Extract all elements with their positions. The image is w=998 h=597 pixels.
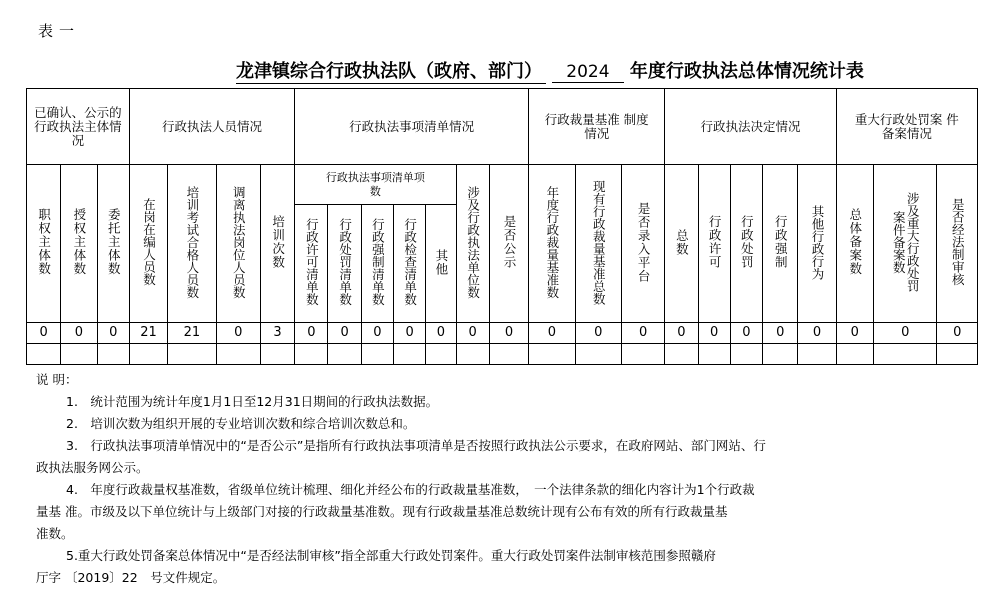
col-header — [937, 165, 978, 323]
blank-cell — [873, 344, 937, 365]
col-header — [529, 165, 575, 323]
note-1: 1. 统计范围为统计年度1月1日至12月31日期间的行政执法数据。 — [66, 394, 439, 409]
cell-c16: 0 — [575, 323, 621, 344]
col-label: 涉及行政执法单位数 — [465, 185, 481, 299]
cell-c13: 0 — [456, 323, 489, 344]
col-header — [394, 205, 426, 323]
col-header — [763, 165, 798, 323]
cell-c10: 0 — [361, 323, 393, 344]
blank-cell — [129, 344, 167, 365]
col-label: 总数 — [674, 228, 690, 256]
cell-c18: 0 — [665, 323, 698, 344]
cell-c24: 0 — [873, 323, 937, 344]
col-header — [27, 165, 61, 323]
blank-cell — [216, 344, 260, 365]
col-label: 行政许可 — [707, 215, 723, 269]
col-header — [798, 165, 836, 323]
col-header — [97, 165, 129, 323]
sub-header-row — [27, 165, 978, 205]
col-label: 其他行政行为 — [810, 204, 825, 280]
cell-c3: 0 — [97, 323, 129, 344]
blank-cell — [665, 344, 698, 365]
blank-cell — [394, 344, 426, 365]
col-header — [361, 205, 393, 323]
col-header — [698, 165, 730, 323]
group-decision: 行政执法决定情况 — [665, 89, 836, 165]
col-label: 是否录入平台 — [636, 201, 652, 283]
col-header — [328, 205, 361, 323]
blank-cell — [426, 344, 456, 365]
col-header — [168, 165, 216, 323]
group-matters: 行政执法事项清单情况 — [295, 89, 529, 165]
blank-cell — [763, 344, 798, 365]
group-header-row — [27, 89, 978, 165]
group-major: 重大行政处罚案 件备案情况 — [836, 89, 977, 165]
blank-cell — [27, 344, 61, 365]
blank-cell — [529, 344, 575, 365]
blank-cell — [489, 344, 528, 365]
col-label: 职权主体数 — [36, 208, 52, 276]
col-label: 行政强制清单数 — [370, 218, 386, 306]
table-label: 表一 — [38, 22, 81, 40]
col-header — [456, 165, 489, 323]
cell-c2: 0 — [61, 323, 97, 344]
col-header — [129, 165, 167, 323]
cell-c14: 0 — [489, 323, 528, 344]
note-5: 5.重大行政处罚备案总体情况中“是否经法制审核”指全部重大行政处罚案件。重大行政处罚案件法制审核范围参照赣府 — [66, 548, 716, 563]
cell-c7: 3 — [260, 323, 294, 344]
col-label: 委托主体数 — [106, 208, 122, 276]
col-header — [575, 165, 621, 323]
cell-c21: 0 — [763, 323, 798, 344]
col-label: 是否经法制审核 — [950, 198, 966, 286]
note-5-cont: 厅字 〔2019〕22 号文件规定。 — [36, 570, 226, 585]
group-matters-sub: 行政执法事项清单项数 — [295, 165, 456, 205]
blank-row — [27, 344, 978, 365]
cell-c17: 0 — [621, 323, 664, 344]
blank-cell — [295, 344, 328, 365]
notes-heading: 说 明： — [36, 372, 78, 387]
col-label: 在岗在编人员数 — [141, 198, 157, 286]
col-header — [621, 165, 664, 323]
col-label: 培训考试合格人员数 — [184, 185, 200, 299]
title-org: 龙津镇综合行政执法队（政府、部门） — [236, 57, 546, 84]
cell-c12: 0 — [426, 323, 456, 344]
group-subject: 已确认、公示的行政执法主体情况 — [27, 89, 130, 165]
cell-c8: 0 — [295, 323, 328, 344]
cell-c11: 0 — [394, 323, 426, 344]
col-header — [61, 165, 97, 323]
group-discretion: 行政裁量基准 制度情况 — [529, 89, 665, 165]
col-label: 行政处罚清单数 — [337, 218, 353, 306]
col-label: 行政强制 — [773, 215, 789, 269]
note-4: 4. 年度行政裁量权基准数，省级单位统计梳理、细化并经公布的行政裁量基准数， 一个法律条款的细化内容计为1个行政裁 — [66, 482, 755, 497]
note-4-cont: 量基 准。市级及以下单位统计与上级部门对接的行政裁量基准数。现有行政裁量基准总数统计现有公布有效的所有行政裁量基 — [36, 504, 728, 519]
col-header — [216, 165, 260, 323]
col-label: 行政许可清单数 — [304, 218, 320, 306]
cell-c15: 0 — [529, 323, 575, 344]
notes-section — [36, 369, 966, 589]
title-suffix: 年度行政执法总体情况统计表 — [629, 61, 864, 82]
cell-c9: 0 — [328, 323, 361, 344]
col-label: 调离执法岗位人员数 — [231, 185, 247, 299]
blank-cell — [456, 344, 489, 365]
col-label: 是否公示 — [501, 215, 517, 269]
cell-c19: 0 — [698, 323, 730, 344]
col-header — [730, 165, 762, 323]
col-label: 行政检查清单数 — [402, 218, 418, 306]
col-header — [426, 205, 456, 323]
blank-cell — [260, 344, 294, 365]
note-3-cont: 政执法服务网公示。 — [36, 460, 149, 475]
blank-cell — [328, 344, 361, 365]
col-label: 总体备案数 — [847, 208, 863, 276]
blank-cell — [698, 344, 730, 365]
table-row — [27, 323, 978, 344]
col-header — [489, 165, 528, 323]
blank-cell — [97, 344, 129, 365]
cell-c1: 0 — [27, 323, 61, 344]
col-header — [836, 165, 873, 323]
blank-cell — [836, 344, 873, 365]
cell-c25: 0 — [937, 323, 978, 344]
note-3: 3. 行政执法事项清单情况中的“是否公示”是指所有行政执法事项清单是否按照行政执法公示要求，在政府网站、部门网站、行 — [66, 438, 766, 453]
blank-cell — [798, 344, 836, 365]
col-header — [665, 165, 698, 323]
cell-c20: 0 — [730, 323, 762, 344]
note-4-cont2: 准数。 — [36, 526, 74, 541]
col-header — [873, 165, 937, 323]
group-personnel: 行政执法人员情况 — [129, 89, 294, 165]
col-header — [295, 205, 328, 323]
col-label: 授权主体数 — [71, 208, 87, 276]
col-label: 培训次数 — [270, 215, 286, 269]
page-title — [236, 57, 864, 84]
cell-c22: 0 — [798, 323, 836, 344]
col-label: 其他 — [433, 248, 449, 276]
col-label: 行政处罚 — [739, 215, 755, 269]
col-label: 涉及重大行政处罚案件备案数 — [891, 192, 921, 292]
col-label: 现有行政裁量基准总数 — [591, 179, 607, 305]
col-label: 年度行政裁量基准数 — [544, 185, 560, 299]
blank-cell — [730, 344, 762, 365]
cell-c5: 21 — [168, 323, 216, 344]
blank-cell — [575, 344, 621, 365]
col-header — [260, 165, 294, 323]
blank-cell — [361, 344, 393, 365]
blank-cell — [168, 344, 216, 365]
title-year: 2024 — [552, 62, 623, 83]
cell-c4: 21 — [129, 323, 167, 344]
cell-c6: 0 — [216, 323, 260, 344]
blank-cell — [61, 344, 97, 365]
statistics-table — [26, 88, 978, 365]
note-2: 2. 培训次数为组织开展的专业培训次数和综合培训次数总和。 — [66, 416, 416, 431]
blank-cell — [937, 344, 978, 365]
blank-cell — [621, 344, 664, 365]
cell-c23: 0 — [836, 323, 873, 344]
